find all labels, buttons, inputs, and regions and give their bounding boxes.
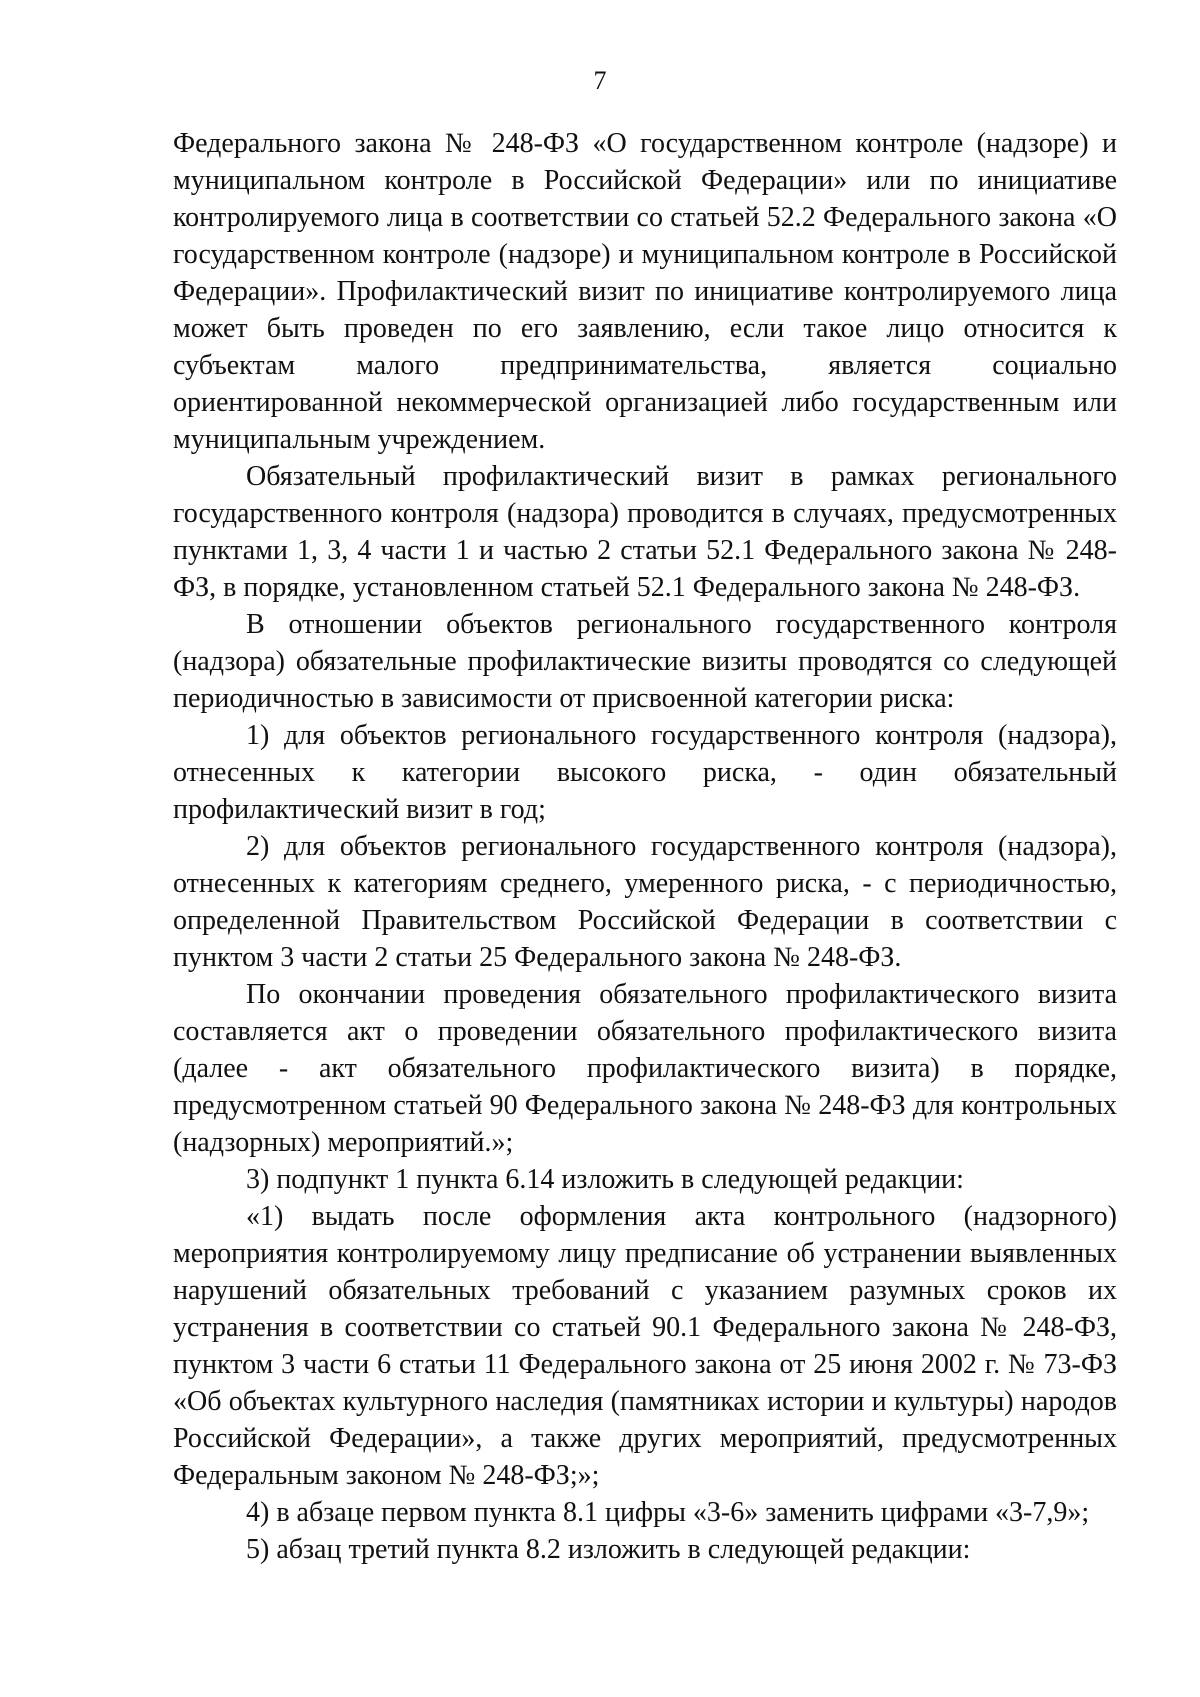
list-item-high-risk: 1) для объектов регионального государственного контроля (надзора), отнесенных к категории высокого риска, - один обязательный профилактический визит в год;: [173, 720, 1117, 825]
paragraph-visit-act: По окончании проведения обязательного профилактического визита составляется акт о проведении обязательного профилактического визита (далее - акт обязательного профилактического визита) в порядке, предусмотренном статьей 90 Федерального закона № 248-ФЗ для контрольных (надзорных) мероприятий.»;: [173, 979, 1117, 1158]
page-number: 7: [593, 66, 607, 95]
list-item-point-8-2: 5) абзац третий пункта 8.2 изложить в следующей редакции:: [246, 1534, 971, 1565]
document-body: [173, 125, 1117, 1568]
paragraph-prescription: «1) выдать после оформления акта контрольного (надзорного) мероприятия контролируемому лицу предписание об устранении выявленных нарушений обязательных требований с указанием разумных сроков их устранения в соответствии со статьей 90.1 Федерального закона № 248-ФЗ, пунктом 3 части 6 статьи 11 Федерального закона от 25 июня 2002 г. № 73-ФЗ «Об объектах культурного наследия (памятниках истории и культуры) народов Российской Федерации», а также других мероприятий, предусмотренных Федеральным законом № 248-ФЗ;»;: [173, 1201, 1117, 1491]
list-item-subpoint-6-14: 3) подпункт 1 пункта 6.14 изложить в следующей редакции:: [246, 1164, 964, 1195]
paragraph-visit-periodicity: В отношении объектов регионального государственного контроля (надзора) обязательные профилактические визиты проводятся со следующей периодичностью в зависимости от присвоенной категории риска:: [173, 609, 1117, 714]
paragraph-continuation: Федерального закона № 248-ФЗ «О государственном контроле (надзоре) и муниципальном контроле в Российской Федерации» или по инициативе контролируемого лица в соответствии со статьей 52.2 Федерального закона «О государственном контроле (надзоре) и муниципальном контроле в Российской Федерации». Профилактический визит по инициативе контролируемого лица может быть проведен по его заявлению, если такое лицо относится к субъектам малого предпринимательства, является социально ориентированной некоммерческой организацией либо государственным или муниципальным учреждением.: [173, 128, 1117, 455]
list-item-medium-risk: 2) для объектов регионального государственного контроля (надзора), отнесенных к категориям среднего, умеренного риска, - с периодичностью, определенной Правительством Российской Федерации в соответствии с пунктом 3 части 2 статьи 25 Федерального закона № 248-ФЗ.: [173, 831, 1117, 973]
paragraph-mandatory-visit: Обязательный профилактический визит в рамках регионального государственного контроля (надзора) проводится в случаях, предусмотренных пунктами 1, 3, 4 части 1 и частью 2 статьи 52.1 Федерального закона № 248-ФЗ, в порядке, установленном статьей 52.1 Федерального закона № 248-ФЗ.: [173, 461, 1117, 603]
list-item-point-8-1: 4) в абзаце первом пункта 8.1 цифры «3-6» заменить цифрами «3-7,9»;: [246, 1497, 1090, 1528]
